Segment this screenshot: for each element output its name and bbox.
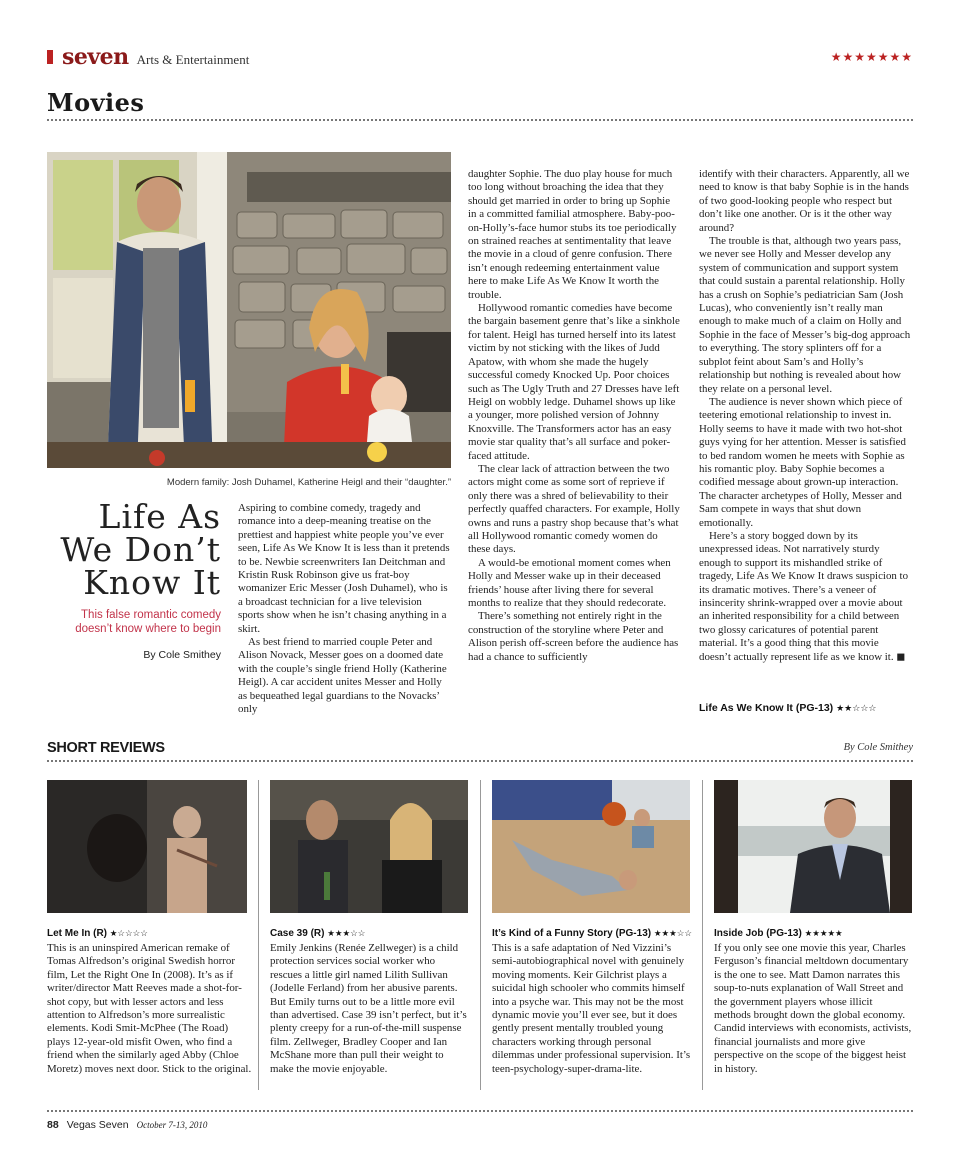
short-review-body: This is a safe adaptation of Ned Vizzini’s semi-autobiographical novel with genuinely moving moments. Keir Gilchrist plays a suicidal high schooler who commits himself into a psyche war. This may not be the most dynamic movie you’ll ever see, but it does gently present mentally troubled young characters working through personal dilemmas under professional supervision. It’s teen-psychology-super-drama-lite. xyxy=(492,942,691,1075)
article-column-1 xyxy=(238,502,450,717)
thumbnail-image xyxy=(492,780,690,913)
short-review-title xyxy=(492,928,698,939)
article-paragraph: The audience is never shown which piece of teetering emotional relationship to invest in. Holly seems to have it made with two hot-shot guys vying for her attention. Messer is satisfied to bed random women he meets with Sophie as his romantic ploy. Baby Sophie becomes a codified message about grown-up interaction. The character archetypes of Holly, Messer and Sam compete in ways that shut down emotionally. xyxy=(699,395,906,529)
column-rule xyxy=(258,780,259,1090)
article-paragraph: As best friend to married couple Peter and Alison Novack, Messer goes on a doomed date with the couple’s single friend Holly (Katherine Heigl). A car accident unites Messer and Holly as bequeathed legal guardians to the Novacks’ only xyxy=(238,636,447,716)
article-paragraph: daughter Sophie. The duo play house for much too long without broaching the idea that they should get married in order to bring up Sophie in a committed familial atmosphere. Baby-poo-on-Holly’s-face humor stubs its toe periodically on strained reaches at sentimentality that leave the movie in a cloud of genre confusion. There isn’t enough redeeming entertainment value here to make Life As We Know It worth the trouble. xyxy=(468,168,677,301)
brand-name: seven xyxy=(62,44,129,70)
rating-label: Life As We Know It (PG-13) xyxy=(699,702,834,714)
short-review-stars: ★★★★★ xyxy=(804,929,843,939)
short-review-stars: ★★★☆☆ xyxy=(327,929,366,939)
article-column-2 xyxy=(468,168,680,664)
issue-date: October 7-13, 2010 xyxy=(136,1120,208,1130)
divider xyxy=(47,119,913,121)
divider xyxy=(47,1110,913,1112)
review-title-line: Know It xyxy=(83,563,221,602)
masthead xyxy=(47,44,249,70)
photo-caption: Modern family: Josh Duhamel, Katherine Heigl and their “daughter.” xyxy=(166,477,451,488)
column-rule xyxy=(480,780,481,1090)
thumbnail-case-39 xyxy=(270,780,468,913)
divider xyxy=(47,760,913,762)
brand-mark xyxy=(47,50,53,64)
short-review-stars: ★★★☆☆ xyxy=(653,929,692,939)
short-review-name: Inside Job (PG-13) xyxy=(714,928,802,939)
section-label: Arts & Entertainment xyxy=(136,52,250,67)
rating-stars: ★★☆☆☆ xyxy=(836,704,877,714)
article-paragraph: The clear lack of attraction between the two actors might come as some sort of reprieve if only there was a shred of believability to their perfectly quaffed characters. For example, Holly owns and runs a pastry shop because that’s what all Hollywood romantic comedy women do these days. xyxy=(468,462,680,556)
article-paragraph: Hollywood romantic comedies have become the bargain basement genre that’s like a sinkhole for talent. Heigl has turned herself into its latest victim by not sticking with the likes of Judd Apatow, with whom she made the hugely successful comedy Knocked Up. Poor choices such as The Ugly Truth and 27 Dresses have left Heigl on wobbly ledge. Duhamel shows up like a younger, more polished version of Johnny Knoxville. The Transformers actor has an easy movie star quality that’s all surface and poker-faced attitude. xyxy=(468,302,680,462)
short-review-name: Let Me In (R) xyxy=(47,928,107,939)
article-paragraph: identify with their characters. Apparently, all we need to know is that baby Sophie is in the hands of two good-looking people who respect but don’t like one another. Or is it the other way around? xyxy=(699,168,910,234)
review-title xyxy=(47,497,221,602)
short-review-name: Case 39 (R) xyxy=(270,928,325,939)
page-title: Movies xyxy=(47,88,145,117)
short-review-body: This is an uninspired American remake of Tomas Alfredson’s original Swedish horror film, Let the Right One In (2008). It’s as if writer/director Matt Reeves made a shot-for-shot copy, but with lesser actors and less attention to Alfredson’s more surrealistic elements. Kodi Smit-McPhee (The Road) plays 12-year-old misfit Owen, who find a friend when the similarly aged Abby (Chloe Moretz) moves next door. Stick to the original. xyxy=(47,942,252,1075)
review-title-line: We Don’t xyxy=(60,530,221,569)
thumbnail-image xyxy=(714,780,912,913)
thumbnail-image xyxy=(47,780,247,913)
feature-photo xyxy=(47,152,451,468)
short-reviews-header: SHORT REVIEWS xyxy=(47,740,165,756)
thumbnail-image xyxy=(270,780,468,913)
article-paragraph: The trouble is that, although two years pass, we never see Holly and Messer develop any system of communication and support system that could sustain a parental relationship. Holly has a crush on Sophie’s pediatrician Sam (Josh Lucas), who conveniently isn’t really man enough to make much of a claim on Holly and Sophie in the face of Messer’s big-dog approach to everything. The story splinters off for a subplot feint about Sam’s and Holly’s relationship but nothing is revealed about how they relate on a personal level. xyxy=(699,235,911,395)
thumbnail-funny-story xyxy=(492,780,690,913)
article-paragraph: Here’s a story bogged down by its unexpressed ideas. Not narratively sturdy enough to support its mishandled strike of tragedy, Life As We Know It draws suspicion to its dramatic motives. There’s a veneer of insincerity shrink-wrapped over a movie about an inherited responsibility for a child between two glossy caricatures of potential parent material. It’s a good thing that this movie doesn’t actually represent life as we know it. ◼ xyxy=(699,529,909,663)
decorative-stars: ★★★★★★★ xyxy=(830,50,913,64)
column-rule xyxy=(702,780,703,1090)
review-title-line: Life As xyxy=(98,497,221,536)
page-number: 88 xyxy=(47,1119,59,1131)
short-reviews-byline: By Cole Smithey xyxy=(843,742,913,753)
publication-name: Vegas Seven xyxy=(66,1119,129,1131)
short-review-stars: ★☆☆☆☆ xyxy=(109,929,148,939)
rating-line xyxy=(699,702,876,714)
byline: By Cole Smithey xyxy=(143,649,221,661)
article-paragraph: A would-be emotional moment comes when Holly and Messer wake up in their deceased friends’ house after living there for several months to realize that they should redecorate. xyxy=(468,556,671,609)
short-review-title xyxy=(714,928,912,939)
short-review-title xyxy=(47,928,253,939)
review-deck: This false romantic comedy doesn’t know where to begin xyxy=(75,609,221,635)
short-review-body: Emily Jenkins (Renée Zellweger) is a child protection services social worker who rescues a little girl named Lilith Sullivan (Jodelle Ferland) from her abusive parents. But Emily turns out to be a little more evil than advertised. Case 39 isn’t perfect, but it’s plenty creepy for a run-of-the-mill suspense film. Zellweger, Bradley Cooper and Ian McShane more than pull their weight to make the movie enjoyable. xyxy=(270,942,467,1075)
short-review-title xyxy=(270,928,468,939)
article-column-3 xyxy=(699,168,912,664)
short-review-body: If you only see one movie this year, Charles Ferguson’s financial meltdown documentary is the one to see. Matt Damon narrates this soup-to-nuts explanation of Wall Street and the government players whose illicit methods brought down the global economy. Candid interviews with economists, activists, financial journalists and more give perspective on the scope of the biggest heist in history. xyxy=(714,942,912,1075)
thumbnail-inside-job xyxy=(714,780,912,913)
feature-photo-illustration xyxy=(47,152,451,468)
short-review-name: It’s Kind of a Funny Story (PG-13) xyxy=(492,928,652,939)
article-paragraph: Aspiring to combine comedy, tragedy and romance into a deep-meaning treatise on the prettiest and happiest white people you’ve ever seen, Life As We Know It is less than it pretends to be. Newbie screenwriters Ian Deitchman and Kristin Rusk Robinson give us frat-boy womanizer Eric Messer (Josh Duhamel), who is a broadcast technician for a live television sports show when he isn’t chasing anything in a skirt. xyxy=(238,502,450,635)
folio xyxy=(47,1119,207,1131)
article-paragraph: There’s something not entirely right in the construction of the storyline where Peter and Alison perish off-screen before the audience has had a chance to sufficiently xyxy=(468,610,679,663)
thumbnail-let-me-in xyxy=(47,780,247,913)
